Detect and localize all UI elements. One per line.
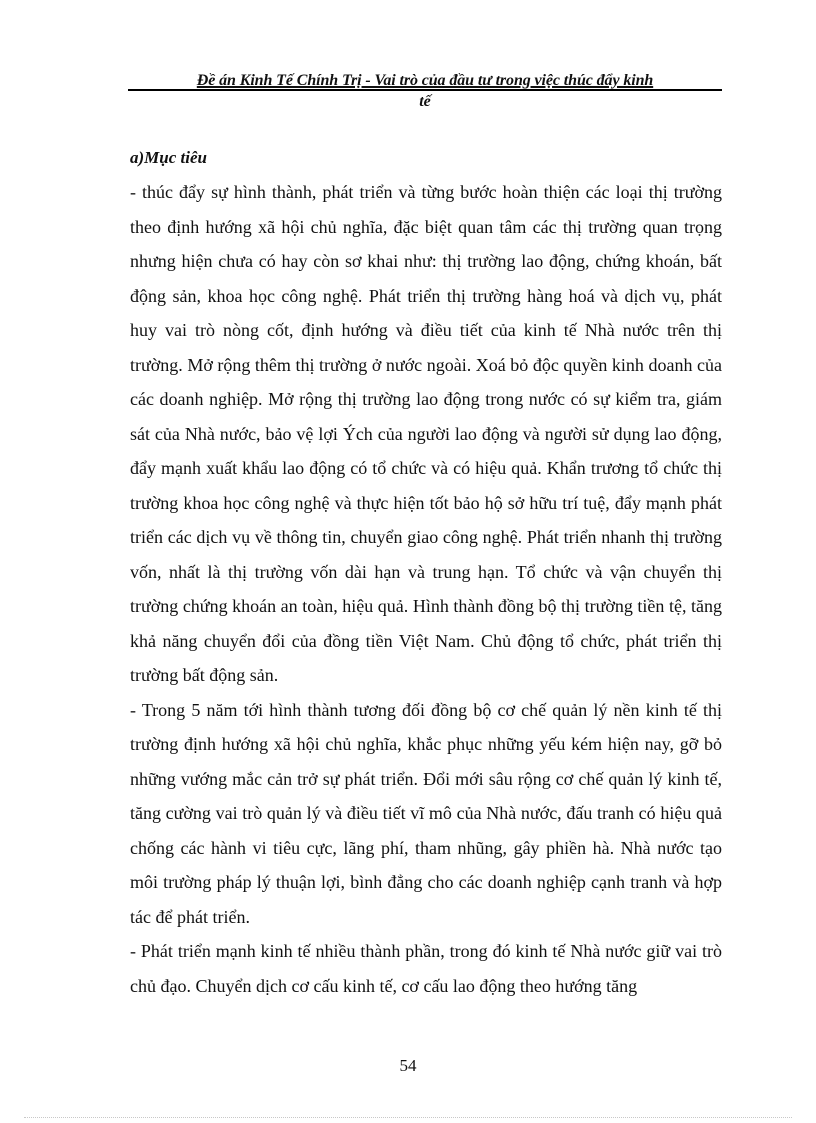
page-number: 54 bbox=[399, 1056, 417, 1075]
paragraph: - Phát triển mạnh kinh tế nhiều thành phần, trong đó kinh tế Nhà nước giữ vai trò chủ đạo. Chuyển dịch cơ cấu kinh tế, cơ cấu lao động theo hướng tăng bbox=[130, 941, 722, 996]
paragraph: - Trong 5 năm tới hình thành tương đối đồng bộ cơ chế quản lý nền kinh tế thị trường định hướng xã hội chủ nghĩa, khắc phục những yếu kém hiện nay, gỡ bỏ những vướng mắc cản trở sự phát triển. Đổi mới sâu rộng cơ chế quản lý kinh tế, tăng cường vai trò quản lý và điều tiết vĩ mô của Nhà nước, đấu tranh có hiệu quả chống các hành vi tiêu cực, lãng phí, tham nhũng, gây phiền hà. Nhà nước tạo môi trường pháp lý thuận lợi, bình đẳng cho các doanh nghiệp cạnh tranh và hợp tác để phát triển. bbox=[130, 699, 722, 927]
header-rule bbox=[128, 89, 722, 91]
footer-divider bbox=[24, 1117, 792, 1118]
paragraph: - thúc đẩy sự hình thành, phát triển và từng bước hoàn thiện các loại thị trường theo định hướng xã hội chủ nghĩa, đặc biệt quan tâm các thị trường quan trọng nhưng hiện chưa có hay còn sơ khai như: thị trường lao động, chứng khoán, bất động sản, khoa học công nghệ. Phát triển thị trường hàng hoá và dịch vụ, phát huy vai trò nòng cốt, định hướng và điều tiết của kinh tế Nhà nước trên thị trường. Mở rộng thêm thị trường ở nước ngoài. Xoá bỏ độc quyền kinh doanh của các doanh nghiệp. Mở rộng thị trường lao động trong nước có sự kiểm tra, giám sát của Nhà nước, bảo vệ lợi Ých của người lao động và người sử dụng lao động, đẩy mạnh xuất khẩu lao động có tổ chức và có hiệu quả. Khẩn trương tổ chức thị trường khoa học công nghệ và thực hiện tốt bảo hộ sở hữu trí tuệ, đẩy mạnh phát triển các dịch vụ về thông tin, chuyển giao công nghệ. Phát triển nhanh thị trường vốn, nhất là thị trường vốn dài hạn và trung hạn. Tổ chức và vận chuyển thị trường chứng khoán an toàn, hiệu quả. Hình thành đồng bộ thị trường tiền tệ, tăng khả năng chuyển đổi của đồng tiền Việt Nam. Chủ động tổ chức, phát triển thị trường bất động sản. bbox=[130, 182, 722, 685]
document-header bbox=[128, 70, 722, 112]
body-text bbox=[130, 175, 722, 1003]
header-title-line1: Đề án Kinh Tế Chính Trị - Vai trò của đầu tư trong việc thúc đẩy kinh bbox=[196, 72, 654, 89]
header-title-line2: tế bbox=[419, 93, 431, 110]
section-title: a)Mục tiêu bbox=[130, 148, 207, 167]
